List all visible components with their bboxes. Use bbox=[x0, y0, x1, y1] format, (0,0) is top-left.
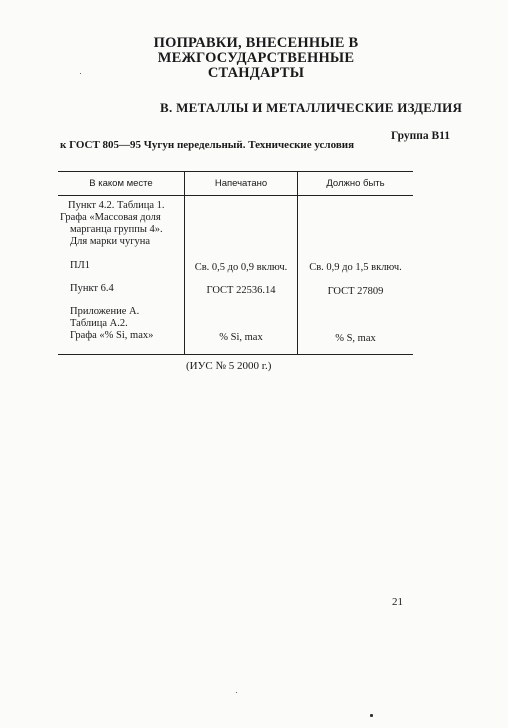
place-line: Пункт 4.2. Таблица 1. bbox=[68, 200, 165, 211]
place-line: Для марки чугуна bbox=[70, 236, 151, 247]
place-line: марганца группы 4». bbox=[70, 224, 163, 235]
printed-value: % Si, max bbox=[219, 332, 263, 343]
place-line: Пункт 6.4 bbox=[70, 283, 114, 294]
column-header-should-be: Должно быть bbox=[326, 178, 385, 189]
column-header-place: В каком месте bbox=[89, 178, 153, 189]
should-be-value: Св. 0,9 до 1,5 включ. bbox=[309, 262, 402, 273]
document-heading bbox=[60, 36, 452, 81]
place-line: Графа «% Si, max» bbox=[70, 330, 154, 341]
group-code: Группа В11 bbox=[391, 130, 450, 142]
place-line: Графа «Массовая доля bbox=[60, 212, 161, 223]
heading-line-1: ПОПРАВКИ, ВНЕСЕННЫЕ В МЕЖГОСУДАРСТВЕННЫЕ bbox=[153, 35, 359, 66]
printed-value: ГОСТ 22536.14 bbox=[206, 285, 276, 296]
page-number: 21 bbox=[392, 596, 403, 608]
place-line: ПЛ1 bbox=[70, 260, 90, 271]
place-line: Приложение А. bbox=[70, 306, 140, 317]
table-top-rule bbox=[58, 171, 413, 172]
source-note: (ИУС № 5 2000 г.) bbox=[186, 360, 272, 372]
should-be-value: % S, max bbox=[335, 333, 376, 344]
scan-speck bbox=[236, 692, 237, 693]
scan-speck bbox=[370, 714, 373, 717]
section-title: В. МЕТАЛЛЫ И МЕТАЛЛИЧЕСКИЕ ИЗДЕЛИЯ bbox=[160, 100, 463, 115]
scan-speck bbox=[80, 73, 81, 74]
place-line: Таблица А.2. bbox=[70, 318, 128, 329]
heading-line-2: СТАНДАРТЫ bbox=[207, 65, 305, 81]
should-be-value: ГОСТ 27809 bbox=[327, 286, 384, 297]
table-header-rule bbox=[58, 195, 413, 196]
printed-value: Св. 0,5 до 0,9 включ. bbox=[194, 262, 288, 273]
standard-title: к ГОСТ 805—95 Чугун передельный. Технические условия bbox=[60, 139, 355, 151]
table-bottom-rule bbox=[58, 354, 413, 355]
column-header-printed: Напечатано bbox=[214, 178, 268, 189]
